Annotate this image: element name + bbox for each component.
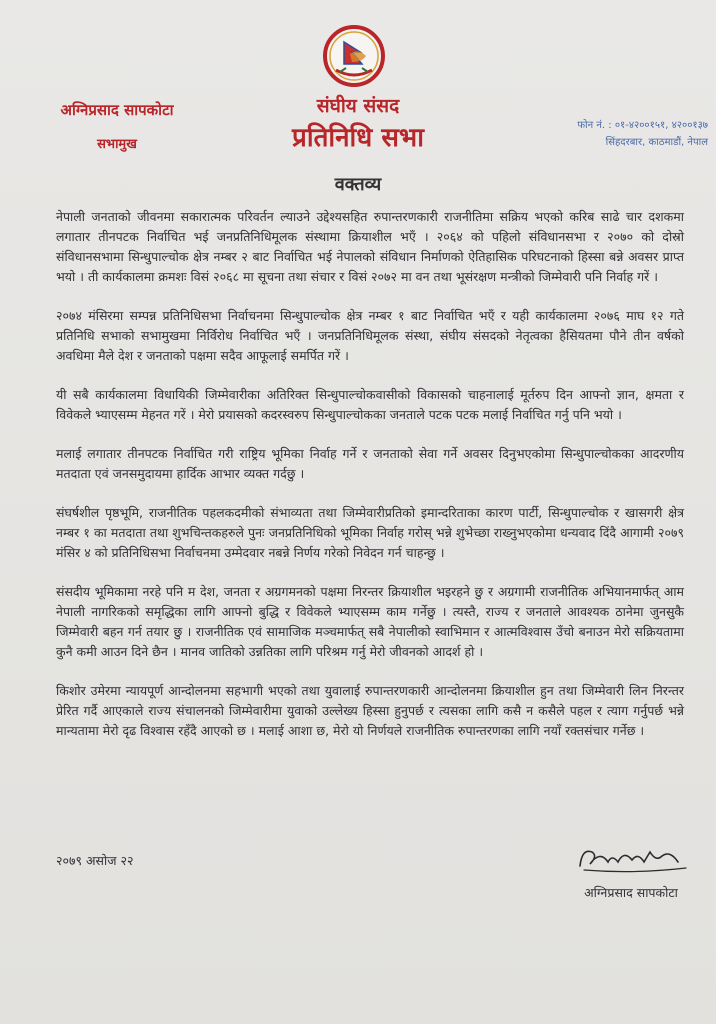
office-address: सिंहदरबार, काठमाडौं, नेपाल (605, 137, 708, 148)
statement-body (56, 207, 684, 760)
paragraph: संसदीय भूमिकामा नरहे पनि म देश, जनता र अग्रगमनको पक्षमा निरन्तर क्रियाशील भइरहने छु र अग्रगामी राजनीतिक अभियानमार्फत् आम नेपाली नागरिकको समृद्धिका लागि आफ्नो बुद्धि र विवेकले भ्याएसम्म काम गर्नेछु । त्यस्तै, राज्य र जनताले आवश्यक ठानेमा जुनसुकै जिम्मेवारी बहन गर्न तयार छु । राजनीतिक एवं सामाजिक मञ्चमार्फत् सबै नेपालीको स्वाभिमान र आत्मविश्वास उँचो बनाउन मेरो सक्रियतामा कुनै कमी आउन दिने छैन । मानव जातिको उन्नतिका लागि परिश्रम गर्नु मेरो जीवनको आदर्श हो । (56, 584, 684, 659)
phone-numbers: फोन नं. : ०१-४२००१५१, ४२००१३७ (577, 120, 708, 131)
paragraph: यी सबै कार्यकालमा विधायिकी जिम्मेवारीका अतिरिक्त सिन्धुपाल्चोकवासीको विकासको चाहनालाई मूर्तरुप दिन आफ्नो ज्ञान, क्षमता र विवेकले भ्याएसम्म मेहनत गरें । मेरो प्रयासको कदरस्वरुप सिन्धुपाल्चोकका जनताले पटक पटक मलाई निर्वाचित गर्नु पनि भयो । (56, 387, 684, 422)
speaker-name: अग्निप्रसाद सापकोटा (60, 101, 174, 119)
paragraph: मलाई लगातार तीनपटक निर्वाचित गरी राष्ट्रिय भूमिका निर्वाह गर्ने र जनताको सेवा गर्ने अवसर दिनुभएकोमा सिन्धुपाल्चोकका आदरणीय मतदाता एवं जनसमुदायमा हार्दिक आभार व्यक्त गर्दछु । (56, 446, 684, 481)
paragraph: किशोर उमेरमा न्यायपूर्ण आन्दोलनमा सहभागी भएको तथा युवालाई रुपान्तरणकारी आन्दोलनमा क्रियाशील हुन तथा जिम्मेवारी लिन निरन्तर प्रेरित गर्दै आएकाले राज्य संचालनको जिम्मेवारीमा युवाको उल्लेख्य हिस्सा हुनुपर्छ र त्यसका लागि कसै न कसैले पहल र त्याग गर्नुपर्छ भन्ने मान्यतामा मेरो दृढ विश्वास रहँदै आएको छ । मलाई आशा छ, मेरो यो निर्णयले राजनीतिक रुपान्तरणका लागि नयाँ रक्तसंचार गर्नेछ । (56, 683, 684, 738)
handwritten-signature-icon (574, 840, 692, 878)
signer-name: अग्निप्रसाद सापकोटा (584, 885, 678, 900)
paragraph: २०७४ मंसिरमा सम्पन्न प्रतिनिधिसभा निर्वाचनमा सिन्धुपाल्चोक क्षेत्र नम्बर १ बाट निर्वाचित भएँ र यही कार्यकालमा २०७६ माघ १२ गते प्रतिनिधि सभाको सभामुखमा निर्विरोध निर्वाचित भएँ । जनप्रतिनिधिमूलक संस्था, संघीय संसदको नेतृत्वका हैसियतमा पौने तीन वर्षको अवधिमा मैले देश र जनताको पक्षमा सदैव आफूलाई समर्पित गरें । (56, 308, 684, 363)
paragraph: संघर्षशील पृष्ठभूमि, राजनीतिक पहलकदमीको संभाव्यता तथा जिम्मेवारीप्रतिको इमान्दरिताका कारण पार्टी, सिन्धुपाल्चोक र खासगरी क्षेत्र नम्बर १ का मतदाता तथा शुभचिन्तकहरुले पुनः जनप्रतिनिधिको भूमिका निर्वाह गरोस् भन्ने शुभेच्छा राख्नुभएकोमा धन्यवाद दिंदै आगामी २०७९ मंसिर ४ को प्रतिनिधिसभा निर्वाचनमा उम्मेदवार नबन्ने निर्णय गरेको निवेदन गर्न चाहन्छु । (56, 505, 684, 560)
letterhead-right (508, 117, 708, 151)
letterhead-center (230, 92, 486, 154)
house-title: प्रतिनिधि सभा (292, 123, 424, 153)
paragraph: नेपाली जनताको जीवनमा सकारात्मक परिवर्तन ल्याउने उद्देश्यसहित रुपान्तरणकारी राजनीतिमा सक्रिय भएको करिब साढे चार दशकमा लगातार तीनपटक निर्वाचित भई जनप्रतिनिधिमूलक संस्थामा क्रियाशील भएँ । २०६४ को पहिलो संविधानसभा र २०७० को दोस्रो संविधानसभामा सिन्धुपाल्चोक क्षेत्र नम्बर २ बाट निर्वाचित भई नेपालको संविधान निर्माणको ऐतिहासिक परिघटनाको हिस्सा बन्ने अवसर प्राप्त भयो । ती कार्यकालमा क्रमशः विसं २०६८ मा सूचना तथा संचार र विसं २०७२ मा वन तथा भूसंरक्षण मन्त्रीको जिम्मेवारी पनि निर्वाह गरें । (56, 209, 684, 284)
document-title: वक्तव्य (334, 174, 382, 195)
speaker-role: सभामुख (97, 137, 137, 152)
letterhead-left (32, 100, 202, 152)
nepal-emblem-icon (322, 24, 386, 88)
statement-date: २०७९ असोज २२ (56, 853, 134, 868)
parliament-title: संघीय संसद (316, 95, 400, 117)
